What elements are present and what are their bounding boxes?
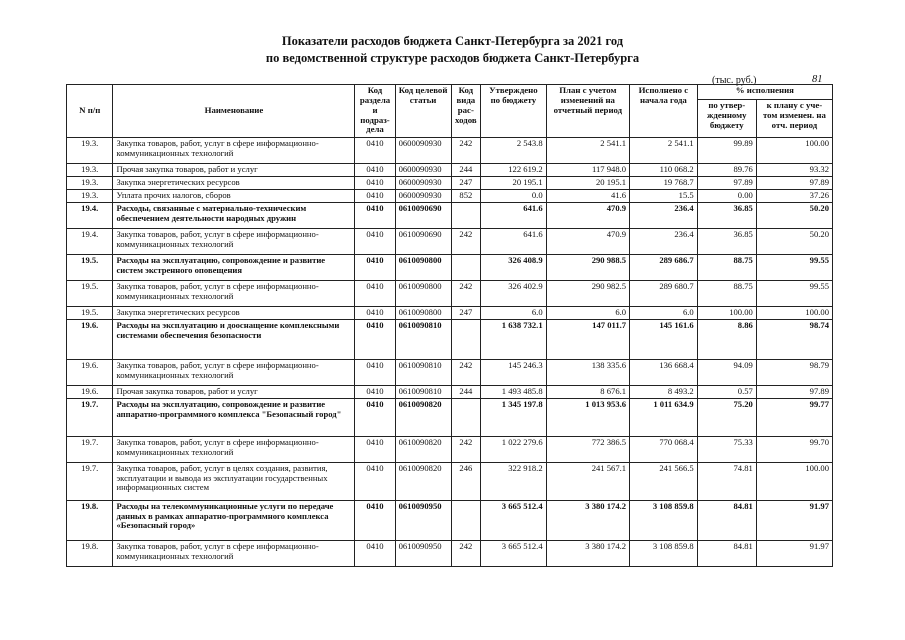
row-pct-approved: 94.09 <box>697 360 756 386</box>
row-executed: 1 011 634.9 <box>630 399 698 437</box>
row-type-code: 242 <box>451 360 481 386</box>
row-executed: 15.5 <box>630 190 698 203</box>
row-plan: 3 380 174.2 <box>546 541 629 567</box>
row-pct-plan: 100.00 <box>756 138 832 164</box>
row-name: Расходы на эксплуатацию, сопровождение и развитие аппаратно-программного комплекса "Безопасный город" <box>113 399 355 437</box>
row-type-code: 852 <box>451 190 481 203</box>
table-row <box>67 229 833 255</box>
table-row <box>67 386 833 399</box>
row-name: Расходы, связанные с материально-техническим обеспечением деятельности народных дружин <box>113 203 355 229</box>
row-name: Расходы на эксплуатацию и дооснащение комплексными системами обеспечения безопасности <box>113 320 355 360</box>
row-approved: 122 619.2 <box>481 164 547 177</box>
row-pct-approved: 0.00 <box>697 190 756 203</box>
row-executed: 8 493.2 <box>630 386 698 399</box>
row-target-code: 0600090930 <box>395 190 451 203</box>
row-executed: 3 108 859.8 <box>630 541 698 567</box>
row-target-code: 0610090950 <box>395 501 451 541</box>
row-pct-approved: 36.85 <box>697 203 756 229</box>
table-body <box>67 138 833 567</box>
row-plan: 772 386.5 <box>546 437 629 463</box>
row-pct-plan: 99.55 <box>756 281 832 307</box>
page-number: 81 <box>812 74 823 85</box>
row-plan: 290 982.5 <box>546 281 629 307</box>
row-number: 19.6. <box>67 386 113 399</box>
row-target-code: 0610090810 <box>395 360 451 386</box>
row-plan: 117 948.0 <box>546 164 629 177</box>
row-executed: 3 108 859.8 <box>630 501 698 541</box>
row-approved: 1 345 197.8 <box>481 399 547 437</box>
header-pct-plan: к плану с уче-том изменен. на отч. период <box>756 100 832 138</box>
row-pct-plan: 97.89 <box>756 386 832 399</box>
table-row <box>67 307 833 320</box>
row-executed: 236.4 <box>630 229 698 255</box>
row-section-code: 0410 <box>355 190 395 203</box>
row-executed: 136 668.4 <box>630 360 698 386</box>
row-pct-plan: 99.70 <box>756 437 832 463</box>
header-approved: Утверждено по бюджету <box>481 85 547 138</box>
row-type-code: 242 <box>451 138 481 164</box>
row-number: 19.3. <box>67 190 113 203</box>
row-plan: 3 380 174.2 <box>546 501 629 541</box>
row-pct-plan: 97.89 <box>756 177 832 190</box>
row-type-code: 247 <box>451 177 481 190</box>
table-row-section <box>67 399 833 437</box>
row-pct-plan: 93.32 <box>756 164 832 177</box>
row-executed: 770 068.4 <box>630 437 698 463</box>
row-name: Закупка товаров, работ, услуг в сфере информационно-коммуникационных технологий <box>113 437 355 463</box>
row-approved: 326 408.9 <box>481 255 547 281</box>
row-section-code: 0410 <box>355 164 395 177</box>
row-executed: 289 680.7 <box>630 281 698 307</box>
row-target-code: 0610090820 <box>395 437 451 463</box>
row-plan: 1 013 953.6 <box>546 399 629 437</box>
header-pct-approved: по утвер-жденному бюджету <box>697 100 756 138</box>
row-number: 19.5. <box>67 281 113 307</box>
row-approved: 2 543.8 <box>481 138 547 164</box>
header-number: N п/п <box>67 85 113 138</box>
row-target-code: 0610090690 <box>395 203 451 229</box>
row-number: 19.6. <box>67 360 113 386</box>
row-section-code: 0410 <box>355 501 395 541</box>
row-pct-plan: 98.74 <box>756 320 832 360</box>
row-approved: 3 665 512.4 <box>481 541 547 567</box>
row-target-code: 0610090820 <box>395 463 451 501</box>
row-pct-plan: 37.26 <box>756 190 832 203</box>
row-pct-plan: 100.00 <box>756 307 832 320</box>
unit-label: (тыс. руб.) <box>712 75 757 86</box>
row-section-code: 0410 <box>355 255 395 281</box>
row-executed: 241 566.5 <box>630 463 698 501</box>
row-name: Расходы на эксплуатацию, сопровождение и развитие систем экстренного оповещения <box>113 255 355 281</box>
row-approved: 641.6 <box>481 203 547 229</box>
row-section-code: 0410 <box>355 320 395 360</box>
header-type-code: Код вида рас-ходов <box>451 85 481 138</box>
row-target-code: 0610090800 <box>395 307 451 320</box>
row-name: Закупка товаров, работ, услуг в сфере информационно-коммуникационных технологий <box>113 281 355 307</box>
row-executed: 110 068.2 <box>630 164 698 177</box>
row-plan: 2 541.1 <box>546 138 629 164</box>
row-number: 19.8. <box>67 501 113 541</box>
row-number: 19.7. <box>67 399 113 437</box>
row-plan: 470.9 <box>546 229 629 255</box>
row-pct-approved: 84.81 <box>697 501 756 541</box>
row-target-code: 0610090810 <box>395 386 451 399</box>
header-plan: План с учетом изменений на отчетный период <box>546 85 629 138</box>
row-type-code: 244 <box>451 386 481 399</box>
row-pct-approved: 88.75 <box>697 281 756 307</box>
row-approved: 1 022 279.6 <box>481 437 547 463</box>
row-name: Уплата прочих налогов, сборов <box>113 190 355 203</box>
row-name: Закупка товаров, работ, услуг в сфере информационно-коммуникационных технологий <box>113 360 355 386</box>
row-executed: 19 768.7 <box>630 177 698 190</box>
table-row <box>67 437 833 463</box>
table-row <box>67 138 833 164</box>
row-type-code: 247 <box>451 307 481 320</box>
row-pct-plan: 91.97 <box>756 501 832 541</box>
table-row <box>67 190 833 203</box>
row-pct-plan: 100.00 <box>756 463 832 501</box>
row-number: 19.3. <box>67 138 113 164</box>
row-executed: 289 686.7 <box>630 255 698 281</box>
row-section-code: 0410 <box>355 138 395 164</box>
table-row-section <box>67 203 833 229</box>
header-name: Наименование <box>113 85 355 138</box>
row-pct-approved: 89.76 <box>697 164 756 177</box>
row-name: Закупка товаров, работ, услуг в сфере информационно-коммуникационных технологий <box>113 138 355 164</box>
row-target-code: 0610090820 <box>395 399 451 437</box>
row-number: 19.5. <box>67 307 113 320</box>
row-plan: 147 011.7 <box>546 320 629 360</box>
row-plan: 20 195.1 <box>546 177 629 190</box>
row-pct-plan: 50.20 <box>756 203 832 229</box>
row-pct-approved: 36.85 <box>697 229 756 255</box>
row-plan: 6.0 <box>546 307 629 320</box>
table-row-section <box>67 320 833 360</box>
row-target-code: 0600090930 <box>395 177 451 190</box>
row-name: Закупка энергетических ресурсов <box>113 307 355 320</box>
table-row-section <box>67 501 833 541</box>
row-pct-approved: 74.81 <box>697 463 756 501</box>
row-number: 19.3. <box>67 164 113 177</box>
row-target-code: 0610090800 <box>395 281 451 307</box>
header-executed: Исполнено с начала года <box>630 85 698 138</box>
row-pct-plan: 99.55 <box>756 255 832 281</box>
row-plan: 241 567.1 <box>546 463 629 501</box>
row-plan: 138 335.6 <box>546 360 629 386</box>
row-approved: 6.0 <box>481 307 547 320</box>
row-name: Закупка товаров, работ, услуг в целях создания, развития, эксплуатации и вывода из эксплуатации государственных информационных систем <box>113 463 355 501</box>
row-executed: 145 161.6 <box>630 320 698 360</box>
row-target-code: 0600090930 <box>395 164 451 177</box>
row-number: 19.7. <box>67 437 113 463</box>
row-name: Закупка товаров, работ, услуг в сфере информационно-коммуникационных технологий <box>113 541 355 567</box>
row-type-code <box>451 320 481 360</box>
row-plan: 470.9 <box>546 203 629 229</box>
row-number: 19.4. <box>67 229 113 255</box>
row-approved: 3 665 512.4 <box>481 501 547 541</box>
row-section-code: 0410 <box>355 229 395 255</box>
row-approved: 1 493 485.8 <box>481 386 547 399</box>
row-plan: 290 988.5 <box>546 255 629 281</box>
header-target-code: Код целевой статьи <box>395 85 451 138</box>
table-row <box>67 541 833 567</box>
row-pct-plan: 50.20 <box>756 229 832 255</box>
row-pct-approved: 99.89 <box>697 138 756 164</box>
row-executed: 2 541.1 <box>630 138 698 164</box>
row-pct-approved: 97.89 <box>697 177 756 190</box>
row-target-code: 0610090800 <box>395 255 451 281</box>
row-pct-plan: 98.79 <box>756 360 832 386</box>
row-section-code: 0410 <box>355 307 395 320</box>
row-target-code: 0610090950 <box>395 541 451 567</box>
row-section-code: 0410 <box>355 399 395 437</box>
row-type-code: 242 <box>451 229 481 255</box>
row-approved: 1 638 732.1 <box>481 320 547 360</box>
row-approved: 145 246.3 <box>481 360 547 386</box>
row-section-code: 0410 <box>355 281 395 307</box>
row-plan: 41.6 <box>546 190 629 203</box>
row-section-code: 0410 <box>355 203 395 229</box>
table-row-section <box>67 255 833 281</box>
table-row <box>67 360 833 386</box>
row-section-code: 0410 <box>355 177 395 190</box>
row-type-code <box>451 203 481 229</box>
row-pct-approved: 8.86 <box>697 320 756 360</box>
row-type-code: 244 <box>451 164 481 177</box>
table-row <box>67 281 833 307</box>
row-type-code: 246 <box>451 463 481 501</box>
row-number: 19.4. <box>67 203 113 229</box>
row-pct-approved: 0.57 <box>697 386 756 399</box>
row-number: 19.8. <box>67 541 113 567</box>
row-plan: 8 676.1 <box>546 386 629 399</box>
row-target-code: 0610090690 <box>395 229 451 255</box>
document-title: Показатели расходов бюджета Санкт-Петербурга за 2021 год <box>281 34 624 48</box>
row-pct-approved: 75.33 <box>697 437 756 463</box>
row-name: Прочая закупка товаров, работ и услуг <box>113 164 355 177</box>
row-section-code: 0410 <box>355 437 395 463</box>
row-number: 19.7. <box>67 463 113 501</box>
row-section-code: 0410 <box>355 360 395 386</box>
row-pct-plan: 99.77 <box>756 399 832 437</box>
row-name: Расходы на телекоммуникационные услуги по передаче данных в рамках аппаратно-программного комплекса «Безопасный город» <box>113 501 355 541</box>
row-approved: 20 195.1 <box>481 177 547 190</box>
row-type-code: 242 <box>451 281 481 307</box>
row-approved: 322 918.2 <box>481 463 547 501</box>
row-executed: 6.0 <box>630 307 698 320</box>
row-approved: 0.0 <box>481 190 547 203</box>
row-type-code <box>451 501 481 541</box>
header-percent-group: % исполнения <box>697 85 832 100</box>
row-section-code: 0410 <box>355 386 395 399</box>
row-pct-plan: 91.97 <box>756 541 832 567</box>
budget-table <box>66 84 833 567</box>
row-type-code <box>451 399 481 437</box>
table-row <box>67 177 833 190</box>
row-section-code: 0410 <box>355 463 395 501</box>
row-executed: 236.4 <box>630 203 698 229</box>
header-section-code: Код раздела и подраз-дела <box>355 85 395 138</box>
row-pct-approved: 84.81 <box>697 541 756 567</box>
row-number: 19.5. <box>67 255 113 281</box>
row-pct-approved: 75.20 <box>697 399 756 437</box>
row-pct-approved: 100.00 <box>697 307 756 320</box>
row-target-code: 0610090810 <box>395 320 451 360</box>
row-name: Закупка товаров, работ, услуг в сфере информационно-коммуникационных технологий <box>113 229 355 255</box>
row-number: 19.3. <box>67 177 113 190</box>
row-pct-approved: 88.75 <box>697 255 756 281</box>
row-number: 19.6. <box>67 320 113 360</box>
row-type-code: 242 <box>451 437 481 463</box>
row-name: Прочая закупка товаров, работ и услуг <box>113 386 355 399</box>
row-section-code: 0410 <box>355 541 395 567</box>
table-row <box>67 164 833 177</box>
row-approved: 326 402.9 <box>481 281 547 307</box>
document-subtitle: по ведомственной структуре расходов бюджета Санкт-Петербурга <box>265 51 640 65</box>
row-type-code: 242 <box>451 541 481 567</box>
row-type-code <box>451 255 481 281</box>
row-name: Закупка энергетических ресурсов <box>113 177 355 190</box>
table-row <box>67 463 833 501</box>
row-target-code: 0600090930 <box>395 138 451 164</box>
row-approved: 641.6 <box>481 229 547 255</box>
